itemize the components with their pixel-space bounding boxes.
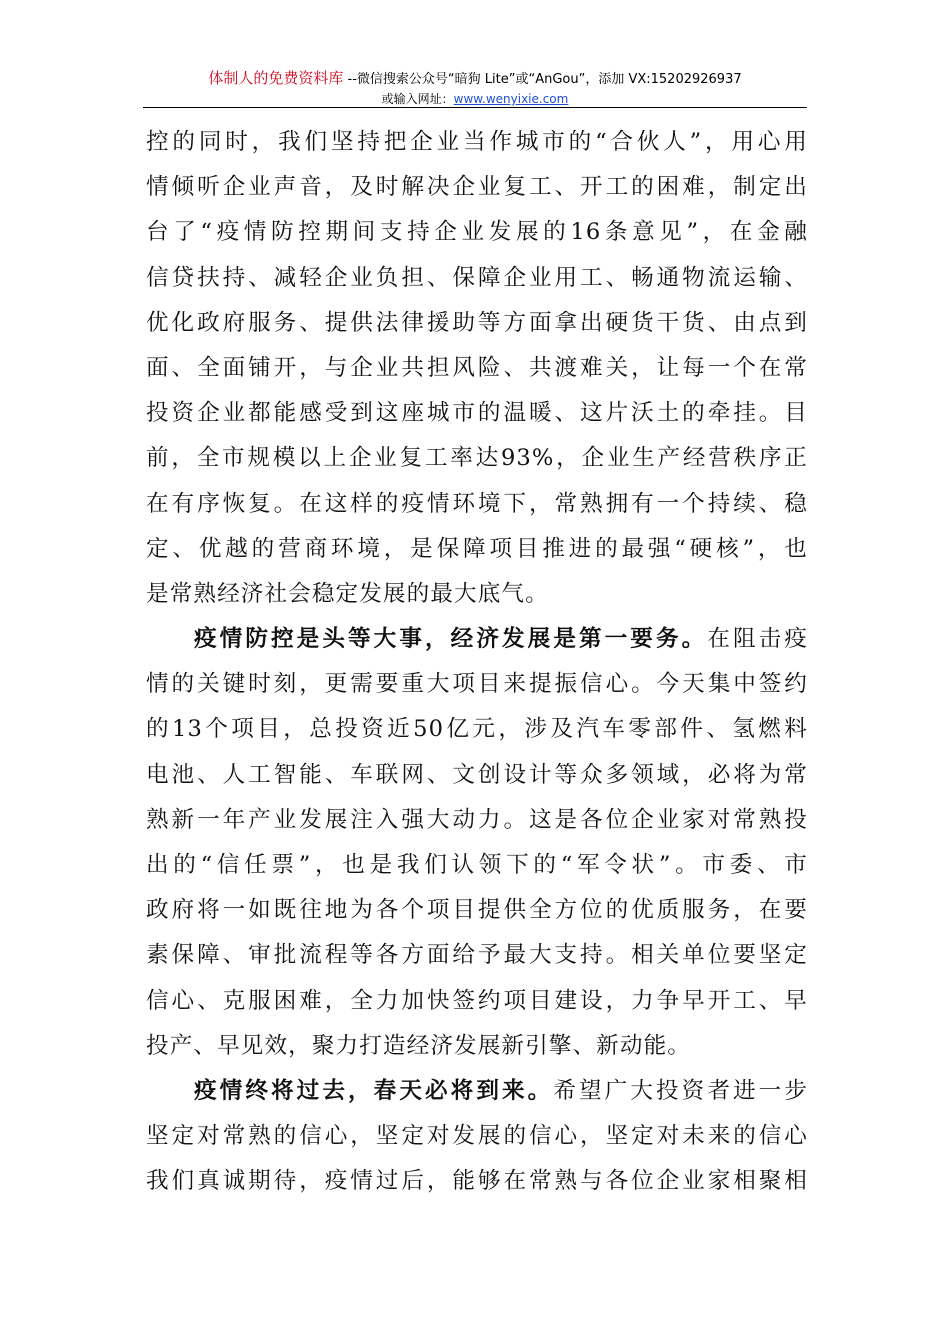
text-line: 信贷扶持、减轻企业负担、保障企业用工、畅通物流运输、 — [146, 264, 808, 291]
text-line: 优化政府服务、提供法律援助等方面拿出硬货干货、由点到 — [146, 309, 808, 336]
text-line: 在有序恢复。在这样的疫情环境下，常熟拥有一个持续、稳 — [146, 490, 808, 517]
text-line: 熟新一年产业发展注入强大动力。这是各位企业家对常熟投 — [146, 806, 808, 833]
page-header — [140, 68, 810, 108]
document-body — [146, 120, 808, 1205]
text-line: 情的关键时刻，更需要重大项目来提振信心。今天集中签约 — [146, 671, 808, 698]
header-line-2 — [140, 90, 810, 108]
header-url-link[interactable]: www.wenyixie.com — [453, 92, 569, 106]
text-line: 台了“疫情防控期间支持企业发展的16条意见”，在金融 — [146, 219, 808, 246]
text-line: 投产、早见效，聚力打造经济发展新引擎、新动能。 — [146, 1032, 691, 1059]
text-line: 前，全市规模以上企业复工率达93%，企业生产经营秩序正 — [146, 445, 808, 472]
text-line: 定、优越的营商环境，是保障项目推进的最强“硬核”，也 — [146, 535, 808, 562]
paragraph-2 — [146, 617, 808, 1069]
header-divider — [143, 107, 807, 108]
text-line: 情倾听企业声音，及时解决企业复工、开工的困难，制定出 — [146, 174, 808, 201]
header-url-prefix: 或输入网址： — [381, 92, 454, 106]
paragraph-3 — [146, 1069, 808, 1205]
text-line: 面、全面铺开，与企业共担风险、共渡难关，让每一个在常 — [146, 354, 808, 381]
text-line: 的13个项目，总投资近50亿元，涉及汽车零部件、氢燃料 — [146, 716, 808, 743]
header-line-1 — [140, 68, 810, 90]
header-brand: 体制人的免费资料库 — [208, 69, 344, 87]
text-line: 出的“信任票”，也是我们认领下的“军令状”。市委、市 — [146, 852, 808, 878]
paragraph-1 — [146, 120, 808, 617]
paragraph-first-line-rest: 在阻击疫 — [707, 626, 809, 653]
text-line: 信心、克服困难，全力加快签约项目建设，力争早开工、早 — [146, 987, 808, 1014]
paragraph-first-line-rest: 希望广大投资者进一步 — [553, 1077, 809, 1104]
text-line: 素保障、审批流程等各方面给予最大支持。相关单位要坚定 — [146, 942, 808, 969]
text-line — [146, 1069, 808, 1114]
text-line: 我们真诚期待，疫情过后，能够在常熟与各位企业家相聚相 — [146, 1168, 808, 1195]
text-line — [146, 617, 808, 662]
text-line: 控的同时，我们坚持把企业当作城市的“合伙人”，用心用 — [146, 129, 808, 155]
paragraph-lead-heading: 疫情防控是头等大事，经济发展是第一要务。 — [194, 626, 708, 653]
paragraph-lead-heading: 疫情终将过去，春天必将到来。 — [194, 1077, 554, 1104]
text-line: 坚定对常熟的信心，坚定对发展的信心，坚定对未来的信心 — [146, 1123, 808, 1150]
text-line: 政府将一如既往地为各个项目提供全方位的优质服务，在要 — [146, 897, 808, 924]
text-line: 电池、人工智能、车联网、文创设计等众多领域，必将为常 — [146, 761, 808, 788]
text-line: 是常熟经济社会稳定发展的最大底气。 — [146, 580, 549, 607]
header-tagline: --微信搜索公众号“暗狗 Lite”或“AnGou”，添加 VX:15202926937 — [343, 72, 742, 87]
text-line: 投资企业都能感受到这座城市的温暖、这片沃土的牵挂。目 — [146, 400, 808, 427]
